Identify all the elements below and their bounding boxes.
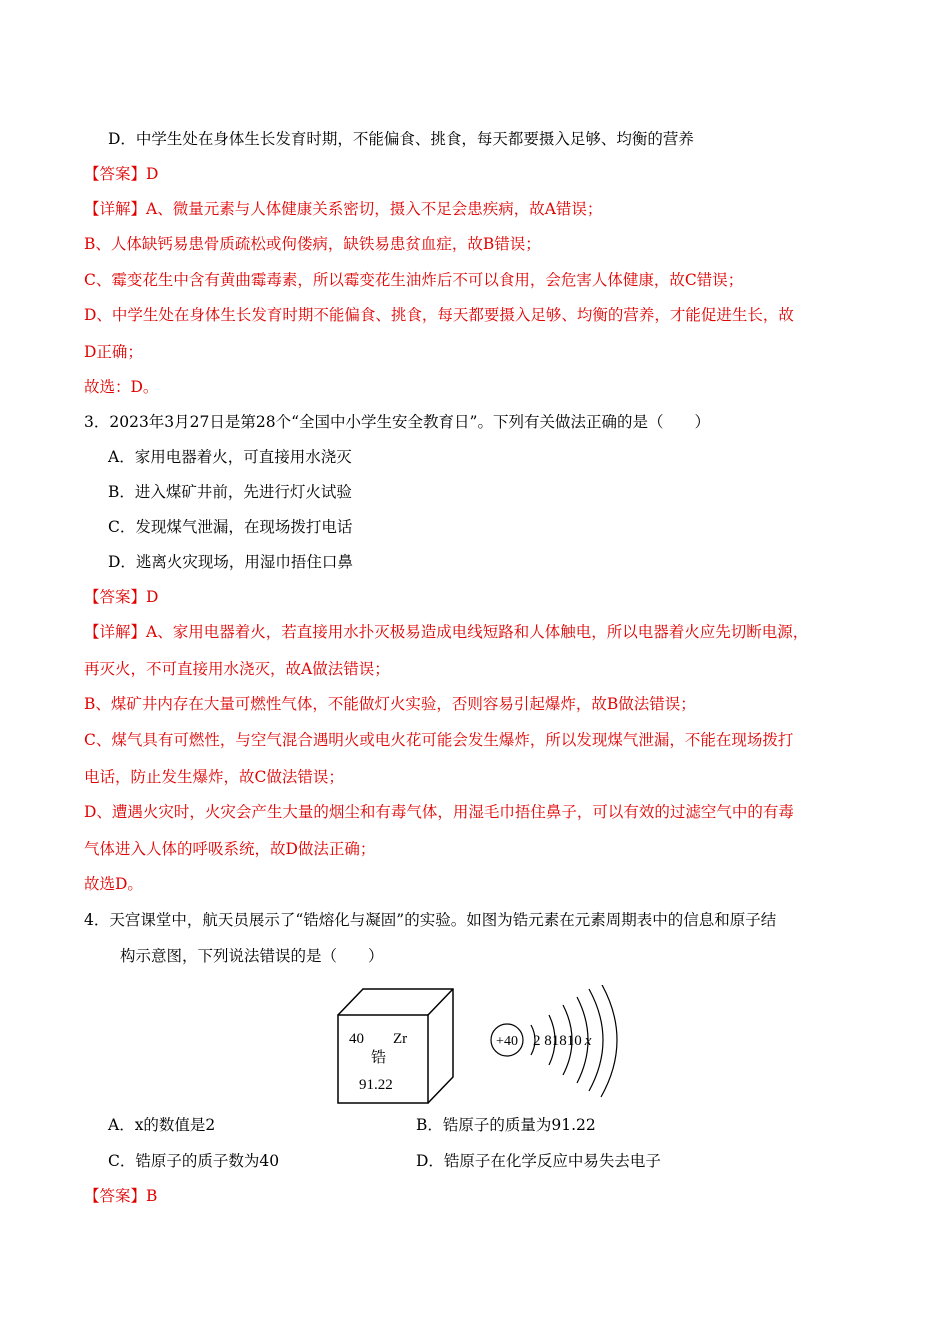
q4-option-a: A．x的数值是2 [108,1116,216,1134]
q3-stem: 3．2023年3月27日是第28个“全国中小学生安全教育日”。下列有关做法正确的是（ ） [84,413,710,431]
nucleus-charge: +40 [496,1034,518,1049]
q2-conclusion: 故选：D。 [84,378,159,396]
element-symbol: Zr [393,1031,408,1047]
zirconium-diagram [335,985,625,1105]
q2-explain-b: B、人体缺钙易患骨质疏松或佝偻病，缺铁易患贫血症，故B错误； [84,235,541,253]
q2-explain-d-line1: D、中学生处在身体生长发育时期不能偏食、挑食，每天都要摄入足够、均衡的营养，才能促进生长，故 [84,306,794,324]
q2-explain-c: C、霉变花生中含有黄曲霉毒素，所以霉变花生油炸后不可以食用，会危害人体健康，故C错误； [84,271,744,289]
q3-explain-d-line2: 气体进入人体的呼吸系统，故D做法正确； [84,840,376,858]
q3-explain-b: B、煤矿井内存在大量可燃性气体，不能做灯火实验，否则容易引起爆炸，故B做法错误； [84,695,696,713]
q2-explain-a: 【详解】A、微量元素与人体健康关系密切，摄入不足会患疾病，故A错误； [84,200,603,218]
q3-option-c: C．发现煤气泄漏，在现场拨打电话 [108,518,353,536]
q3-explain-c-line1: C、煤气具有可燃性，与空气混合遇明火或电火花可能会发生爆炸，所以发现煤气泄漏，不能在现场拨打 [84,731,794,749]
q3-explain-c-line2: 电话，防止发生爆炸，故C做法错误； [84,768,344,786]
q4-option-c: C．锆原子的质子数为40 [108,1152,280,1170]
q3-explain-a-line2: 再灭火，不可直接用水浇灭，故A做法错误； [84,660,390,678]
q4-option-b: B．锆原子的质量为91.22 [416,1116,596,1134]
q3-option-d: D．逃离火灾现场，用湿巾捂住口鼻 [108,553,353,571]
q3-answer: 【答案】D [84,588,159,606]
q2-answer: 【答案】D [84,165,159,183]
q3-option-a: A．家用电器着火，可直接用水浇灭 [108,448,352,466]
q2-explain-d-line2: D正确； [84,343,143,361]
atomic-mass: 91.22 [359,1077,393,1093]
q3-explain-d-line1: D、遭遇火灾时，火灾会产生大量的烟尘和有毒气体，用湿毛巾捂住鼻子，可以有效的过滤空气中的有毒 [84,803,794,821]
q4-option-d: D．锆原子在化学反应中易失去电子 [416,1152,661,1170]
q3-option-b: B．进入煤矿井前，先进行灯火试验 [108,483,352,501]
q4-answer: 【答案】B [84,1187,158,1205]
q2-option-d: D．中学生处在身体生长发育时期，不能偏食、挑食，每天都要摄入足够、均衡的营养 [108,130,694,148]
shell-electrons: 2 81810 x [533,1033,592,1049]
q4-stem-line1: 4．天宫课堂中，航天员展示了“锆熔化与凝固”的实验。如图为锆元素在元素周期表中的信息和原子结 [84,911,777,929]
q4-stem-line2: 构示意图，下列说法错误的是（ ） [120,947,384,965]
q3-conclusion: 故选D。 [84,875,143,893]
element-name: 锆 [371,1048,387,1066]
q3-explain-a-line1: 【详解】A、家用电器着火，若直接用水扑灭极易造成电线短路和人体触电，所以电器着火应先切断电源， [84,623,809,641]
zirconium-figure [335,985,625,1105]
atomic-number: 40 [349,1031,364,1047]
